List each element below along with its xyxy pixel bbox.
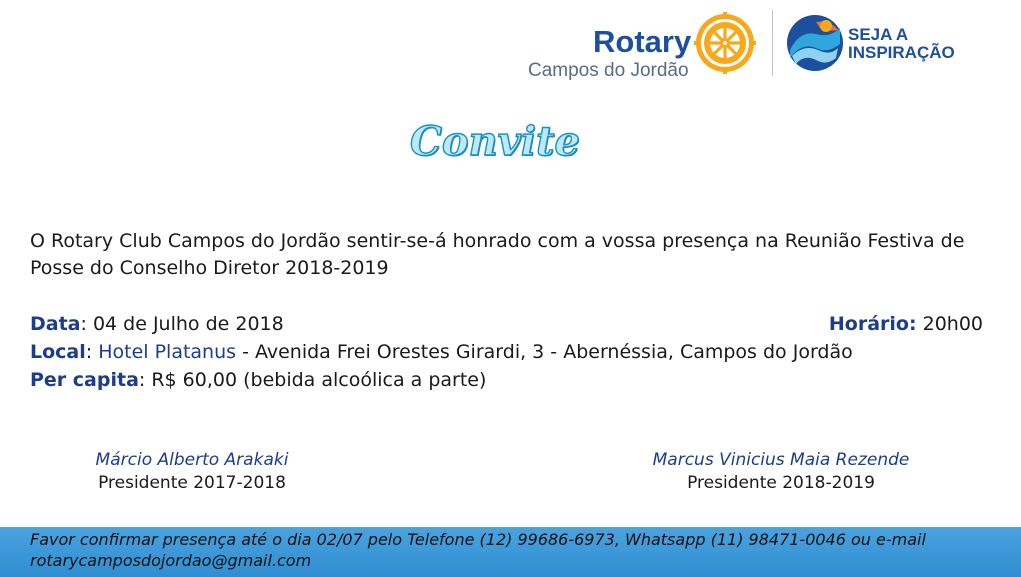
- intro-paragraph: O Rotary Club Campos do Jordão sentir-se-á honrado com a vossa presença na Reunião Festiva de Posse do Conselho Diretor 2018-2019: [30, 230, 965, 279]
- rotary-wheel-icon: [694, 12, 756, 74]
- club-name: Campos do Jordão: [528, 60, 689, 81]
- theme-slogan: [848, 26, 955, 62]
- price-value: : R$ 60,00 (bebida alcoólica a parte): [138, 369, 487, 391]
- wave-logo-icon: [786, 14, 844, 72]
- header-logos: [528, 10, 968, 88]
- theme-line-2: INSPIRAÇÃO: [848, 43, 955, 62]
- date-line: [30, 313, 284, 335]
- signature-role: Presidente 2018-2019: [687, 473, 875, 493]
- footer-bar: [0, 527, 1021, 577]
- rsvp-note: Favor confirmar presença até o dia 02/07 pelo Telefone (12) 99686-6973, Whatsapp (11) 98471-0046 ou e-mail rotarycamposdojordao@gmail.com: [30, 530, 926, 570]
- hotel-name: Hotel Platanus: [98, 341, 237, 363]
- signature-incoming: [622, 450, 940, 493]
- invitation-title: Convite: [410, 118, 580, 165]
- date-value: : 04 de Julho de 2018: [80, 313, 284, 335]
- time-label: Horário:: [828, 313, 917, 335]
- theme-line-1: SEJA A: [848, 25, 909, 44]
- time-value: 20h00: [916, 313, 983, 335]
- logo-divider: [772, 10, 773, 76]
- price-label: Per capita: [30, 369, 139, 391]
- signature-name: Márcio Alberto Arakaki: [95, 450, 289, 470]
- location-address: - Avenida Frei Orestes Girardi, 3 - Abernéssia, Campos do Jordão: [236, 341, 853, 363]
- signature-role: Presidente 2017-2018: [98, 473, 286, 493]
- date-label: Data: [30, 313, 81, 335]
- location-colon: :: [85, 341, 99, 363]
- signature-outgoing: [62, 450, 322, 493]
- rotary-wordmark: Rotary: [593, 24, 692, 59]
- price-line: [30, 369, 486, 391]
- time-line: [829, 313, 983, 335]
- signature-name: Marcus Vinicius Maia Rezende: [652, 450, 910, 470]
- location-label: Local: [30, 341, 86, 363]
- location-line: [30, 341, 853, 363]
